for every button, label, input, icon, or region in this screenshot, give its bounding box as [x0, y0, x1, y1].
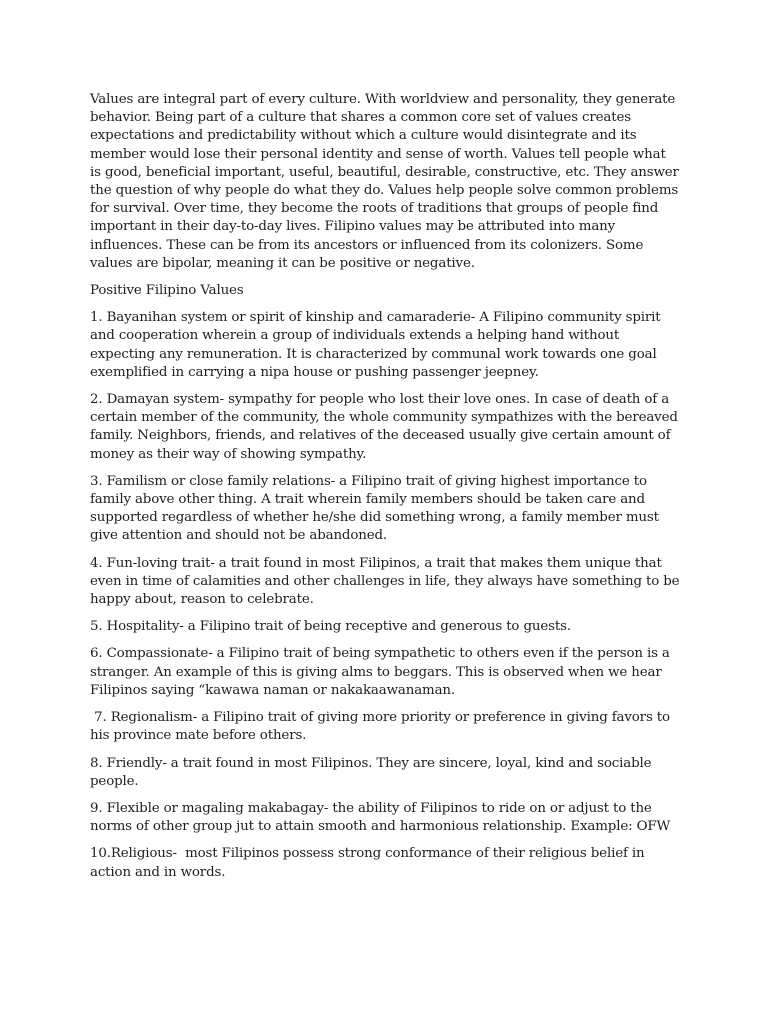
- section-heading: Positive Filipino Values: [90, 283, 244, 299]
- list-item: 8. Friendly- a trait found in most Filipinos. They are sincere, loyal, kind and sociable people.: [90, 755, 652, 789]
- document-page: [90, 91, 680, 891]
- list-item: 2. Damayan system- sympathy for people who lost their love ones. In case of death of a certain member of the community, the whole community sympathizes with the bereaved family. Neighbors, friends, and relatives of the deceased usually give certain amount of money as their way of showing sympathy.: [90, 392, 678, 462]
- list-item: 10.Religious- most Filipinos possess strong conformance of their religious belief in action and in words.: [90, 846, 649, 880]
- list-item: 5. Hospitality- a Filipino trait of being receptive and generous to guests.: [90, 619, 571, 635]
- intro-paragraph: Values are integral part of every culture. With worldview and personality, they generate behavior. Being part of a culture that shares a common core set of values creates expectations and predictability without which a culture would disintegrate and its member would lose their personal identity and sense of worth. Values tell people what is good, beneficial important, useful, beautiful, desirable, constructive, etc. They answer the question of why people do what they do. Values help people solve common problems for survival. Over time, they become the roots of traditions that groups of people find important in their day-to-day lives. Filipino values may be attributed into many influences. These can be from its ancestors or influenced from its colonizers. Some values are bipolar, meaning it can be positive or negative.: [90, 92, 679, 271]
- list-item: 9. Flexible or magaling makabagay- the ability of Filipinos to ride on or adjust to the norms of other group jut to attain smooth and harmonious relationship. Example: OFW: [90, 800, 671, 835]
- list-item: 4. Fun-loving trait- a trait found in most Filipinos, a trait that makes them unique that even in time of calamities and other challenges in life, they always have something to be happy about, reason to celebrate.: [90, 555, 680, 608]
- list-item: 7. Regionalism- a Filipino trait of giving more priority or preference in giving favors to his province mate before others.: [90, 710, 675, 744]
- list-item: 6. Compassionate- a Filipino trait of being sympathetic to others even if the person is a stranger. An example of this is giving alms to beggars. This is observed when we hear Filipinos saying “kawawa naman or nakakaawanaman.: [90, 646, 670, 698]
- list-item: 3. Familism or close family relations- a Filipino trait of giving highest importance to family above other thing. A trait wherein family members should be taken care and supported regardless of whether he/she did something wrong, a family member must give attention and should not be abandoned.: [90, 473, 659, 544]
- list-item: 1. Bayanihan system or spirit of kinship and camaraderie- A Filipino community spirit and cooperation wherein a group of individuals extends a helping hand without expecting any remuneration. It is characterized by communal work towards one goal exemplified in carrying a nipa house or pushing passenger jeepney.: [90, 310, 661, 380]
